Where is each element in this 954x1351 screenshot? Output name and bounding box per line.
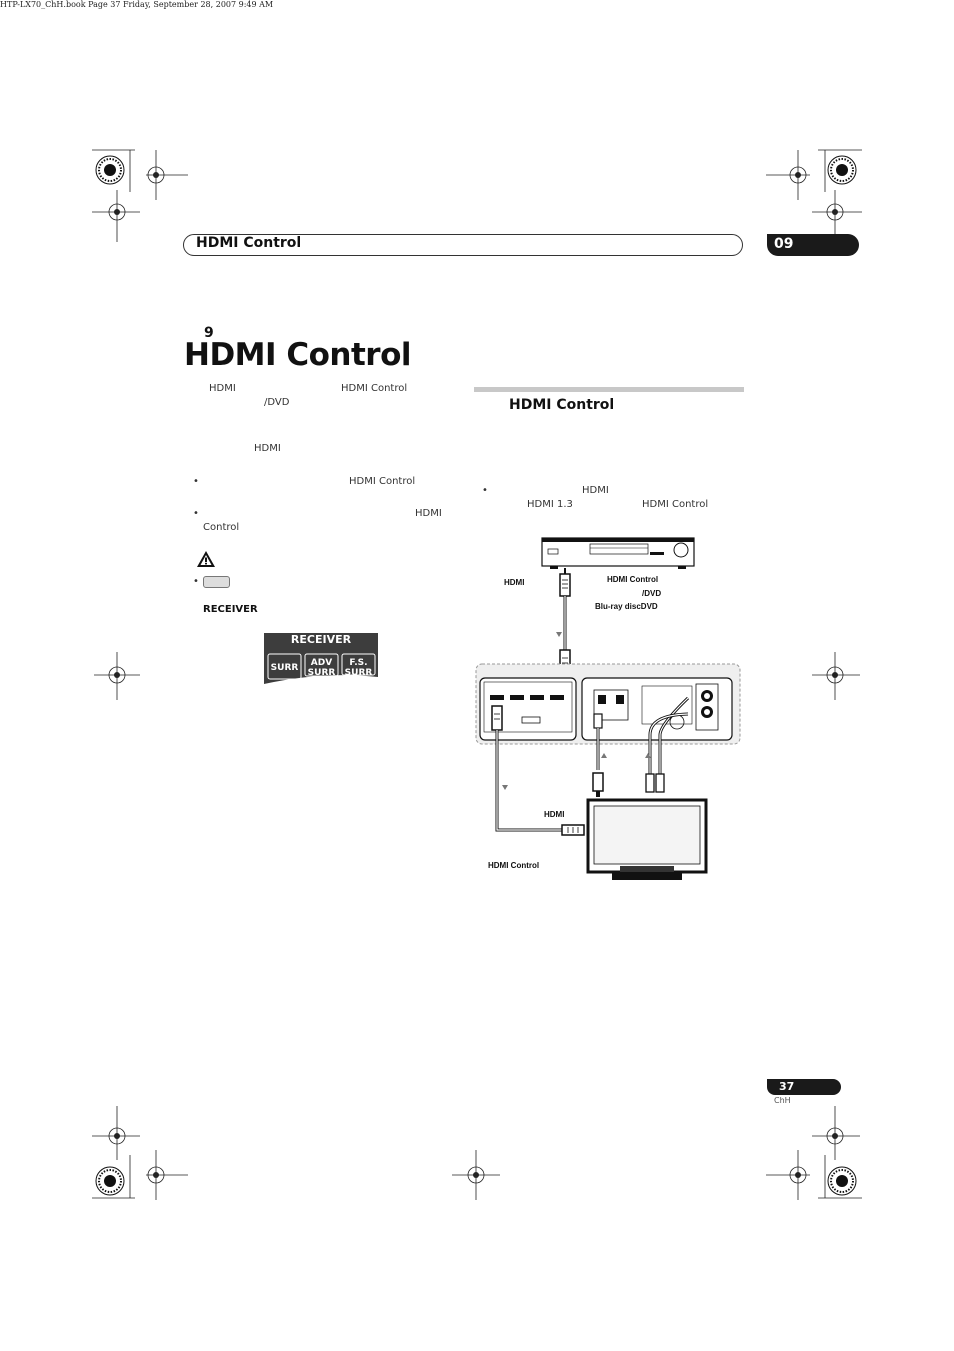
text-dvd: /DVD (264, 397, 290, 408)
chapter-tab-number: 09 (774, 236, 794, 252)
text-hdmi: HDMI (254, 443, 281, 454)
player-device (542, 538, 694, 569)
header-title: HDMI Control (196, 235, 302, 251)
bullet-marker: • (193, 508, 199, 519)
fs-surr-button (342, 658, 375, 678)
bullet-marker: • (193, 576, 199, 587)
text-hdmi: HDMI (582, 485, 609, 496)
fs-surr-line1: F.S. (349, 658, 368, 668)
diagram-player-bluray: Blu-ray discDVD (595, 602, 658, 611)
language-code: ChH (774, 1096, 791, 1105)
key-button-icon (203, 576, 230, 588)
receiver-label: RECEIVER (203, 604, 258, 615)
adv-surr-line2: SURR (307, 668, 336, 678)
page-title: HDMI Control (184, 337, 411, 373)
fs-surr-line2: SURR (344, 668, 373, 678)
diagram-hdmi-label: HDMI (504, 578, 525, 587)
diagram-tv-hdmi-label: HDMI (544, 810, 565, 819)
text-hdmi-1-3: HDMI 1.3 (527, 499, 573, 510)
bullet-marker: • (193, 476, 199, 487)
section-rule (474, 387, 744, 392)
surr-button-label: SURR (270, 663, 299, 673)
text-hdmi: HDMI (415, 508, 442, 519)
adv-surr-line1: ADV (310, 658, 333, 668)
text-hdmi-control: HDMI Control (642, 499, 709, 510)
text-hdmi-control: HDMI Control (341, 383, 408, 394)
text-hdmi: HDMI (209, 383, 236, 394)
diagram-tv-label: HDMI Control (488, 861, 540, 870)
print-header: HTP-LX70_ChH.book Page 37 Friday, September 28, 2007 9:49 AM (0, 0, 274, 9)
bullet-marker: • (482, 485, 488, 496)
surr-button (268, 663, 301, 673)
section-title: HDMI Control (509, 397, 615, 413)
text-control: Control (203, 522, 240, 533)
page-number: 37 (779, 1080, 795, 1093)
adv-surr-button (305, 658, 338, 678)
remote-receiver-title: RECEIVER (290, 633, 352, 646)
diagram-player-label: HDMI Control (607, 575, 659, 584)
chapter-number: 9 (204, 325, 214, 341)
caution-icon (196, 550, 216, 568)
text-hdmi-control: HDMI Control (349, 476, 416, 487)
diagram-player-dvd: /DVD (642, 589, 662, 598)
